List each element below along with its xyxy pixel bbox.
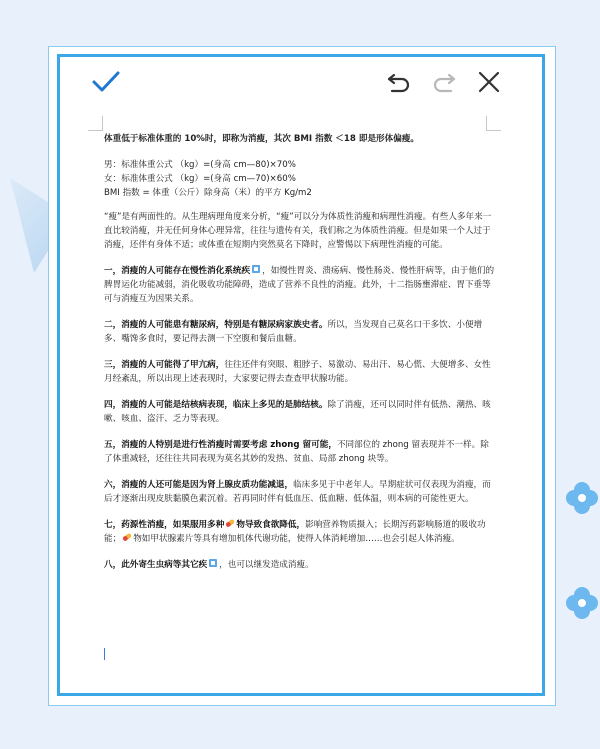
- item-heading: 六，消瘦的人还可能是因为肾上腺皮质功能减退，: [104, 480, 294, 490]
- formula-female: 女：标准体重公式 （kg）=(身高 cm—70)×60%: [104, 174, 296, 184]
- editor-toolbar: [72, 62, 512, 102]
- item-text: 往往还伴有突眼、粗脖子、易激动、易出汗、易心慌、大便增多、女性月经紊乱，所以出现上述表现时，大家要记得去查查甲状腺功能。: [104, 360, 491, 384]
- check-icon: [91, 70, 121, 94]
- item-heading-cont: 物导致食欲降低，: [236, 520, 306, 530]
- item-text: 不同部位的 zhong 留表现并不一样。除了体重减轻，还往往共同表现为莫名其妙的发热、贫血、局部 zhong 块等。: [104, 440, 489, 464]
- item-heading: 二，消瘦的人可能患有糖尿病，特别是有糖尿病家族史者。: [104, 320, 328, 330]
- item-heading: 三，消瘦的人可能得了甲亢病，: [104, 360, 225, 370]
- item-text: ，如慢性胃炎、溃疡病、慢性肠炎、慢性肝病等，由于他们的脾胃运化功能减弱，消化吸收功能障碍，造成了营养不良性的消瘦。此外，十二指肠壅滞症、胃下垂等可与消瘦互为因果关系。: [104, 266, 495, 304]
- list-item: [104, 438, 496, 466]
- list-item: [104, 558, 496, 572]
- text-cursor: [104, 648, 105, 660]
- formula-bmi: BMI 指数 = 体重（公斤）除身高（米）的平方 Kg/m2: [104, 188, 312, 198]
- redo-button[interactable]: [424, 62, 464, 102]
- list-item: [104, 358, 496, 386]
- close-button[interactable]: [469, 62, 509, 102]
- item-heading: 七，药源性消瘦，如果服用多种: [104, 520, 225, 530]
- item-heading: 四，消瘦的人可能是结核病表现，临床上多见的是肺结核。: [104, 400, 328, 410]
- pill-icon: [122, 532, 132, 542]
- item-heading: 八，此外寄生虫病等其它疾: [104, 560, 208, 570]
- book-icon: [251, 264, 261, 274]
- decorative-flower: [564, 585, 600, 621]
- redo-icon: [431, 69, 457, 95]
- list-item: [104, 264, 496, 306]
- item-text: 影响营养物质摄入；长期泻药影响肠道的吸收功能；: [104, 520, 486, 544]
- book-icon: [208, 558, 218, 568]
- item-text: 所以，当发现自己莫名口干多饮、小便增多、嘴馋多食时，要记得去测一下空腹和餐后血糖。: [104, 320, 483, 344]
- decorative-flower: [564, 480, 600, 516]
- document-body[interactable]: [104, 128, 496, 580]
- list-item: [104, 518, 496, 546]
- formula-male: 男：标准体重公式 （kg）=(身高 cm—80)×70%: [104, 160, 296, 170]
- item-heading: 一，消瘦的人可能存在慢性消化系统疾: [104, 266, 251, 276]
- intro-paragraph: 体重低于标准体重的 10%时，即称为消瘦，其次 BMI 指数 ＜18 即是形体偏瘦。: [104, 134, 420, 144]
- confirm-button[interactable]: [86, 62, 126, 102]
- item-text: ，也可以继发造成消瘦。: [219, 560, 314, 570]
- undo-button[interactable]: [379, 62, 419, 102]
- close-icon: [477, 70, 501, 94]
- pill-icon: [225, 518, 235, 528]
- item-text: 临床多见于中老年人。早期症状可仅表现为消瘦，而后才逐渐出现皮肤黏膜色素沉着。若再同时伴有低血压、低血糖、低体温，则本病的可能性更大。: [104, 480, 491, 504]
- list-item: [104, 478, 496, 506]
- explanation-paragraph: “瘦”是有两面性的。从生理病理角度来分析，“瘦”可以分为体质性消瘦和病理性消瘦。有些人多年来一直比较消瘦，并无任何身体心理异常，往往与遗传有关，我们称之为体质性消瘦。但是如果一个人过于消瘦，还伴有身体不适；或体重在短期内突然莫名下降时，应警惕以下病理性消瘦的可能。: [104, 212, 492, 250]
- undo-icon: [386, 69, 412, 95]
- item-heading: 五，消瘦的人特别是进行性消瘦时需要考虑 zhong 留可能，: [104, 440, 337, 450]
- list-item: [104, 318, 496, 346]
- page-corner-mark: [88, 116, 103, 131]
- item-text: 物如甲状腺素片等具有增加机体代谢功能，使得人体消耗增加……也会引起人体消瘦。: [133, 534, 460, 544]
- item-text: 除了消瘦，还可以同时伴有低热、潮热、咳嗽、咳血、盗汗、乏力等表现。: [104, 400, 491, 424]
- list-item: [104, 398, 496, 426]
